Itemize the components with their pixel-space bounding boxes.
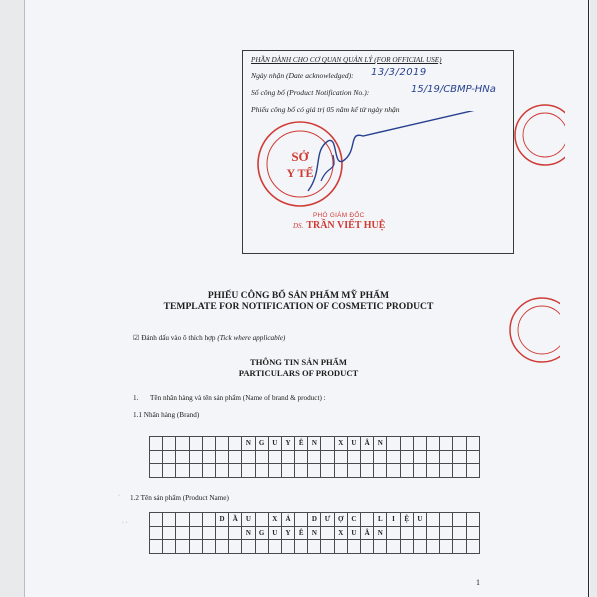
official-use-box xyxy=(242,50,514,254)
form-title-en: TEMPLATE FOR NOTIFICATION OF COSMETIC PRODUCT xyxy=(163,301,434,312)
grid-cell xyxy=(268,450,281,464)
grid-cell xyxy=(413,464,426,478)
grid-cell: Ư xyxy=(321,513,334,527)
grid-cell xyxy=(202,437,215,451)
grid-cell xyxy=(426,526,439,540)
grid-cell xyxy=(374,540,387,554)
grid-cell xyxy=(163,437,176,451)
grid-cell xyxy=(150,513,163,527)
grid-cell: Ê xyxy=(295,437,308,451)
grid-cell: Y xyxy=(281,526,294,540)
grid-cell: U xyxy=(413,513,426,527)
grid-cell xyxy=(202,513,215,527)
grid-cell: N xyxy=(242,437,255,451)
grid-cell xyxy=(176,450,189,464)
grid-cell xyxy=(361,513,374,527)
grid-cell xyxy=(321,437,334,451)
grid-cell xyxy=(466,437,479,451)
grid-cell xyxy=(426,450,439,464)
grid-cell xyxy=(400,526,413,540)
grid-row xyxy=(150,513,480,527)
grid-cell xyxy=(189,513,202,527)
grid-cell xyxy=(466,513,479,527)
grid-cell xyxy=(387,437,400,451)
grid-cell: Ê xyxy=(295,526,308,540)
grid-cell xyxy=(400,437,413,451)
grid-cell xyxy=(295,450,308,464)
section-1-number: 1. xyxy=(133,394,139,402)
partial-stamp-top xyxy=(505,100,565,170)
grid-row xyxy=(150,540,480,554)
grid-cell xyxy=(453,540,466,554)
grid-cell: L xyxy=(374,513,387,527)
grid-cell xyxy=(374,450,387,464)
grid-cell xyxy=(440,437,453,451)
grid-cell xyxy=(150,464,163,478)
grid-cell xyxy=(163,450,176,464)
grid-cell xyxy=(202,450,215,464)
grid-cell xyxy=(202,464,215,478)
tick-note-vi: ☑ Đánh dấu vào ô thích hợp xyxy=(133,334,218,342)
grid-cell xyxy=(163,464,176,478)
grid-cell xyxy=(453,437,466,451)
grid-cell xyxy=(295,540,308,554)
grid-cell xyxy=(215,450,228,464)
grid-cell: N xyxy=(374,437,387,451)
signatory-name xyxy=(293,220,385,231)
grid-cell xyxy=(400,540,413,554)
grid-cell xyxy=(255,464,268,478)
grid-cell: N xyxy=(308,437,321,451)
grid-cell xyxy=(255,513,268,527)
grid-cell xyxy=(255,450,268,464)
grid-cell xyxy=(426,540,439,554)
grid-cell xyxy=(281,450,294,464)
page-number: 1 xyxy=(476,578,480,587)
stamp-text: SỞ xyxy=(291,149,309,164)
grid-cell xyxy=(163,540,176,554)
grid-cell xyxy=(334,464,347,478)
grid-cell xyxy=(440,540,453,554)
grid-cell: Ợ xyxy=(334,513,347,527)
grid-cell xyxy=(440,450,453,464)
grid-row xyxy=(150,464,480,478)
grid-cell xyxy=(308,450,321,464)
grid-cell xyxy=(229,526,242,540)
section-heading-en: PARTICULARS OF PRODUCT xyxy=(238,368,359,378)
grid-cell xyxy=(400,450,413,464)
grid-cell xyxy=(347,540,360,554)
grid-cell xyxy=(150,540,163,554)
grid-cell xyxy=(281,464,294,478)
grid-cell: U xyxy=(242,513,255,527)
grid-cell xyxy=(229,540,242,554)
grid-cell xyxy=(163,513,176,527)
grid-cell xyxy=(426,464,439,478)
grid-cell xyxy=(440,526,453,540)
grid-cell xyxy=(466,526,479,540)
grid-cell xyxy=(281,540,294,554)
grid-cell xyxy=(321,464,334,478)
grid-cell xyxy=(202,540,215,554)
grid-cell xyxy=(295,513,308,527)
grid-cell xyxy=(268,540,281,554)
grid-cell xyxy=(466,540,479,554)
grid-cell xyxy=(176,526,189,540)
product-name-grid xyxy=(149,512,480,554)
grid-cell: Â xyxy=(361,437,374,451)
grid-cell: Ả xyxy=(281,513,294,527)
grid-cell xyxy=(202,526,215,540)
notification-number-value: 15/19/CBMP-HNa xyxy=(411,84,496,95)
grid-cell xyxy=(321,540,334,554)
grid-cell: Â xyxy=(361,526,374,540)
grid-cell xyxy=(387,464,400,478)
form-title-vi: PHIẾU CÔNG BỐ SẢN PHẨM MỸ PHẨM xyxy=(207,290,390,301)
grid-cell xyxy=(242,450,255,464)
grid-cell xyxy=(453,513,466,527)
grid-cell xyxy=(440,464,453,478)
grid-cell xyxy=(176,540,189,554)
official-use-title: PHẦN DÀNH CHO CƠ QUAN QUẢN LÝ (FOR OFFICIAL USE) xyxy=(251,56,442,64)
grid-cell: X xyxy=(334,437,347,451)
grid-cell xyxy=(413,437,426,451)
grid-cell xyxy=(466,464,479,478)
grid-cell xyxy=(453,526,466,540)
grid-cell xyxy=(334,540,347,554)
grid-cell xyxy=(387,450,400,464)
scan-dot: · xyxy=(118,493,120,499)
grid-cell xyxy=(215,526,228,540)
grid-cell: D xyxy=(215,513,228,527)
grid-cell xyxy=(229,464,242,478)
grid-cell xyxy=(308,464,321,478)
signatory-prefix: DS. xyxy=(293,222,304,230)
signatory-title: PHÓ GIÁM ĐỐC xyxy=(313,212,365,219)
grid-cell xyxy=(150,450,163,464)
grid-cell xyxy=(374,464,387,478)
grid-cell: Ầ xyxy=(229,513,242,527)
grid-cell xyxy=(189,464,202,478)
grid-cell: Y xyxy=(281,437,294,451)
scan-dots: · · xyxy=(122,520,128,526)
grid-cell xyxy=(295,464,308,478)
section-1-1-label: 1.1 Nhãn hàng (Brand) xyxy=(133,411,200,419)
grid-cell xyxy=(229,437,242,451)
section-heading-vi: THÔNG TIN SẢN PHẨM xyxy=(249,357,347,367)
grid-cell xyxy=(334,450,347,464)
grid-cell xyxy=(387,526,400,540)
grid-cell xyxy=(413,540,426,554)
grid-cell xyxy=(400,464,413,478)
grid-cell xyxy=(453,464,466,478)
grid-cell xyxy=(440,513,453,527)
grid-cell xyxy=(466,450,479,464)
grid-cell xyxy=(321,450,334,464)
grid-cell: C xyxy=(347,513,360,527)
grid-cell: Ệ xyxy=(400,513,413,527)
grid-cell xyxy=(176,513,189,527)
grid-cell xyxy=(387,540,400,554)
signatory-name-text: TRẦN VIẾT HUỆ xyxy=(306,220,386,231)
grid-cell xyxy=(321,526,334,540)
grid-cell xyxy=(361,464,374,478)
brand-grid xyxy=(149,436,480,478)
svg-text:Y TẾ: Y TẾ xyxy=(286,166,314,180)
grid-cell xyxy=(189,450,202,464)
date-acknowledged-value: 13/3/2019 xyxy=(371,67,427,78)
grid-row xyxy=(150,526,480,540)
grid-cell xyxy=(215,464,228,478)
grid-cell xyxy=(229,450,242,464)
grid-cell: G xyxy=(255,526,268,540)
grid-cell xyxy=(347,450,360,464)
grid-cell xyxy=(426,513,439,527)
section-1-2-label: 1.2 Tên sản phẩm (Product Name) xyxy=(130,494,229,502)
grid-row xyxy=(150,437,480,451)
grid-cell: N xyxy=(242,526,255,540)
grid-cell: D xyxy=(308,513,321,527)
grid-cell: X xyxy=(268,513,281,527)
grid-cell xyxy=(361,450,374,464)
grid-cell xyxy=(255,540,268,554)
grid-row xyxy=(150,450,480,464)
section-1-label: Tên nhãn hàng và tên sản phẩm (Name of brand & product) : xyxy=(150,394,326,402)
grid-cell xyxy=(215,437,228,451)
tick-note-en: (Tick where applicable) xyxy=(217,334,286,342)
grid-cell xyxy=(189,437,202,451)
date-acknowledged-label: Ngày nhận (Date acknowledged): xyxy=(251,71,354,80)
handwritten-signature xyxy=(303,111,503,201)
grid-cell: X xyxy=(334,526,347,540)
grid-cell xyxy=(189,526,202,540)
grid-cell xyxy=(268,464,281,478)
notification-number-label: Số công bố (Product Notification No.): xyxy=(251,88,370,97)
grid-cell xyxy=(150,437,163,451)
grid-cell xyxy=(176,437,189,451)
grid-cell xyxy=(413,450,426,464)
grid-cell xyxy=(242,540,255,554)
grid-cell: U xyxy=(268,526,281,540)
grid-cell xyxy=(189,540,202,554)
grid-cell: I xyxy=(387,513,400,527)
grid-cell xyxy=(347,464,360,478)
grid-cell xyxy=(413,526,426,540)
grid-cell xyxy=(426,437,439,451)
grid-cell xyxy=(361,540,374,554)
grid-cell: U xyxy=(268,437,281,451)
grid-cell xyxy=(163,526,176,540)
grid-cell xyxy=(215,540,228,554)
grid-cell: N xyxy=(374,526,387,540)
tick-note xyxy=(133,333,285,342)
grid-cell xyxy=(176,464,189,478)
grid-cell xyxy=(308,540,321,554)
grid-cell xyxy=(242,464,255,478)
grid-cell: U xyxy=(347,437,360,451)
grid-cell: N xyxy=(308,526,321,540)
grid-cell: U xyxy=(347,526,360,540)
grid-cell: G xyxy=(255,437,268,451)
grid-cell xyxy=(453,450,466,464)
grid-cell xyxy=(150,526,163,540)
validity-note: Phiếu công bố có giá trị 05 năm kể từ ngày nhận xyxy=(251,105,400,114)
